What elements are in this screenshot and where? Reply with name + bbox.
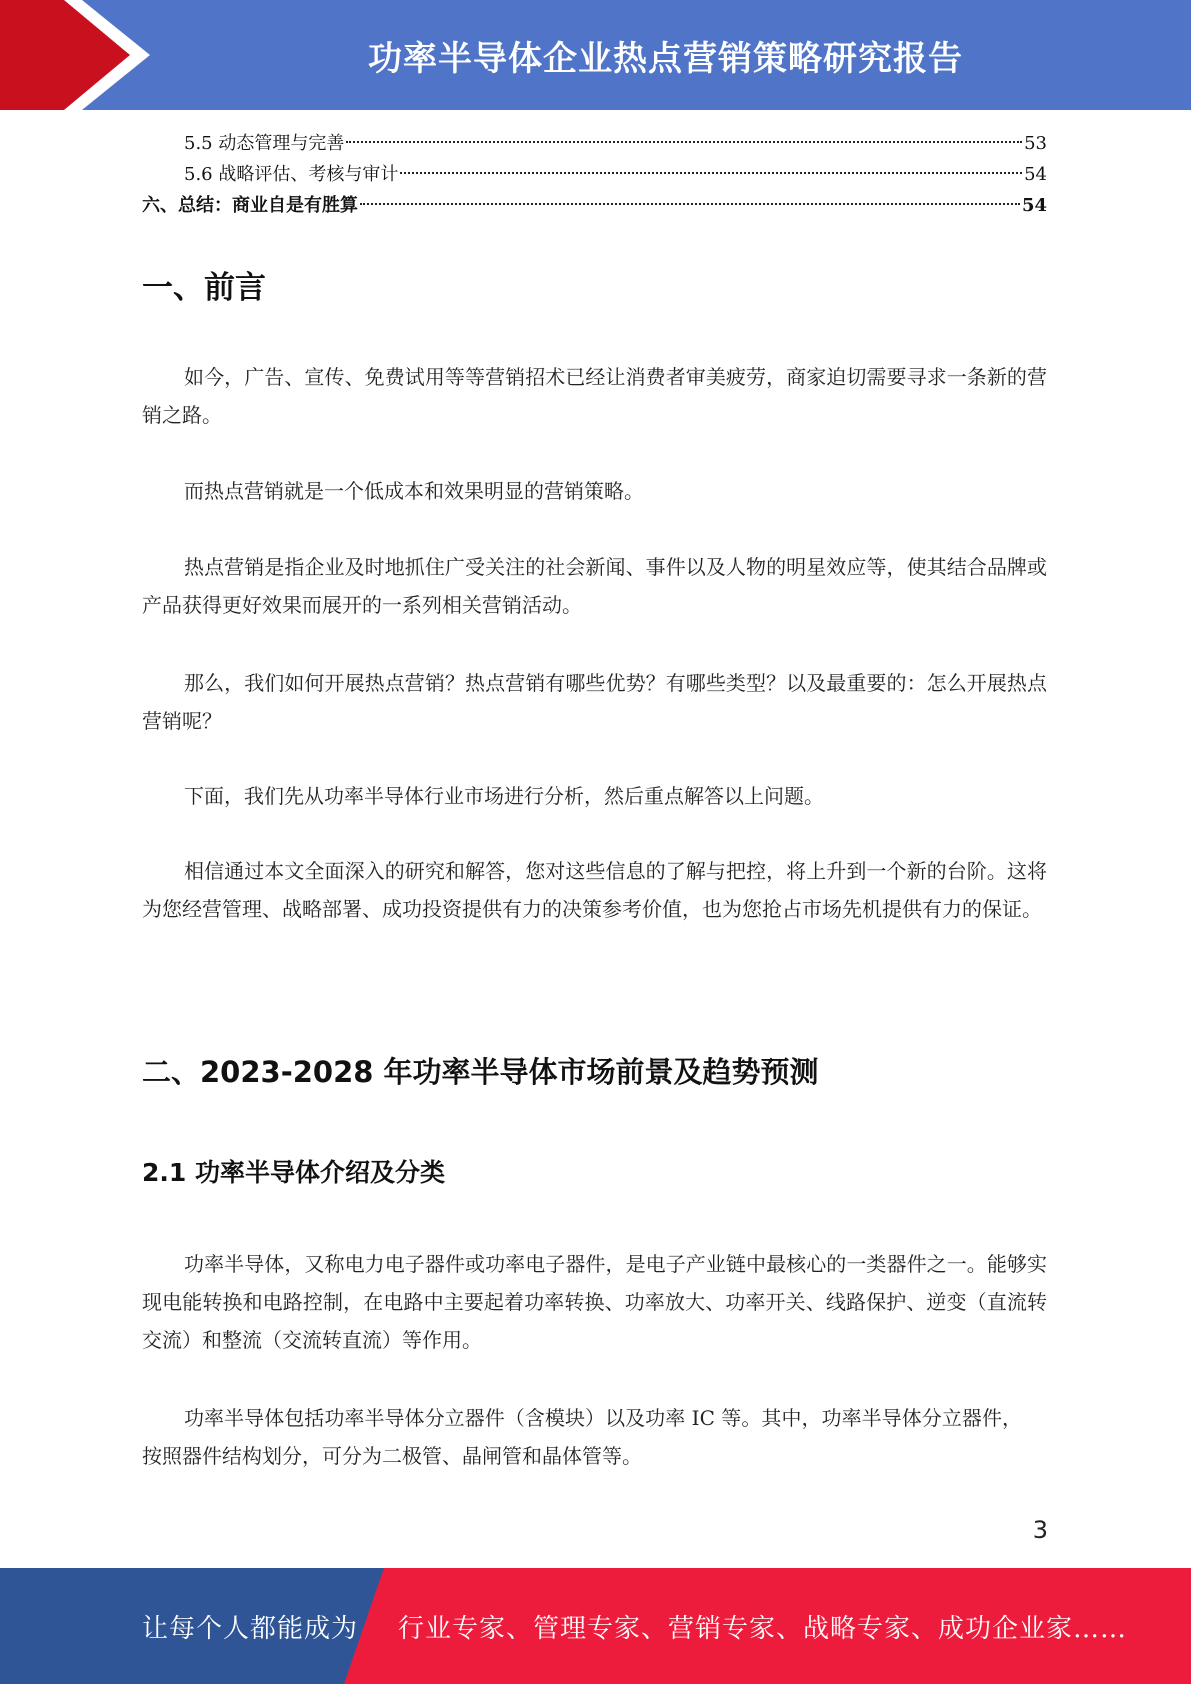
section-heading-market: 二、2023-2028 年功率半导体市场前景及趋势预测 [142, 1055, 819, 1089]
report-title: 功率半导体企业热点营销策略研究报告 [368, 38, 963, 79]
footer-slogan-right: 行业专家、管理专家、营销专家、战略专家、成功企业家…… [398, 1613, 1128, 1644]
toc-entry-page: 54 [1024, 164, 1047, 185]
footer-slogan-left: 让每个人都能成为 [142, 1613, 359, 1644]
toc-entry-label: 六、总结：商业自是有胜算 [142, 195, 358, 216]
toc-leader-dots [346, 141, 1022, 143]
toc-entry[interactable] [142, 159, 1047, 190]
subsection-heading: 2.1 功率半导体介绍及分类 [142, 1158, 445, 1187]
toc-entry-label: 5.6 战略评估、考核与审计 [184, 164, 399, 185]
body-paragraph: 如今，广告、宣传、免费试用等等营销招术已经让消费者审美疲劳，商家迫切需要寻求一条新的营销之路。 [142, 365, 1047, 427]
header-chevron-decoration [0, 0, 150, 110]
toc-entry[interactable] [142, 190, 1047, 221]
page-number: 3 [1032, 1516, 1048, 1544]
body-paragraph: 下面，我们先从功率半导体行业市场进行分析，然后重点解答以上问题。 [184, 784, 824, 808]
section-heading-preface: 一、前言 [142, 270, 266, 306]
toc-entry-page: 53 [1024, 133, 1047, 154]
body-paragraph: 功率半导体，又称电力电子器件或功率电子器件，是电子产业链中最核心的一类器件之一。能够实现电能转换和电路控制，在电路中主要起着功率转换、功率放大、功率开关、线路保护、逆变（直流转交流）和整流（交流转直流）等作用。 [142, 1252, 1047, 1352]
body-paragraph: 那么，我们如何开展热点营销？热点营销有哪些优势？有哪些类型？以及最重要的：怎么开展热点营销呢？ [142, 671, 1047, 733]
toc-entry-label: 5.5 动态管理与完善 [184, 133, 345, 154]
toc-entry[interactable] [142, 128, 1047, 159]
table-of-contents [142, 128, 1047, 221]
body-paragraph: 功率半导体包括功率半导体分立器件（含模块）以及功率 IC 等。其中，功率半导体分立器件，按照器件结构划分，可分为二极管、晶闸管和晶体管等。 [142, 1406, 1022, 1468]
toc-leader-dots [400, 172, 1022, 174]
footer-banner [0, 1568, 1191, 1684]
toc-leader-dots [360, 203, 1020, 205]
toc-entry-page: 54 [1021, 195, 1047, 216]
header-banner [0, 0, 1191, 110]
body-paragraph: 而热点营销就是一个低成本和效果明显的营销策略。 [184, 479, 644, 503]
body-paragraph: 相信通过本文全面深入的研究和解答，您对这些信息的了解与把控，将上升到一个新的台阶。这将为您经营管理、战略部署、成功投资提供有力的决策参考价值，也为您抢占市场先机提供有力的保证。 [142, 859, 1047, 921]
body-paragraph: 热点营销是指企业及时地抓住广受关注的社会新闻、事件以及人物的明星效应等，使其结合品牌或产品获得更好效果而展开的一系列相关营销活动。 [142, 555, 1047, 617]
